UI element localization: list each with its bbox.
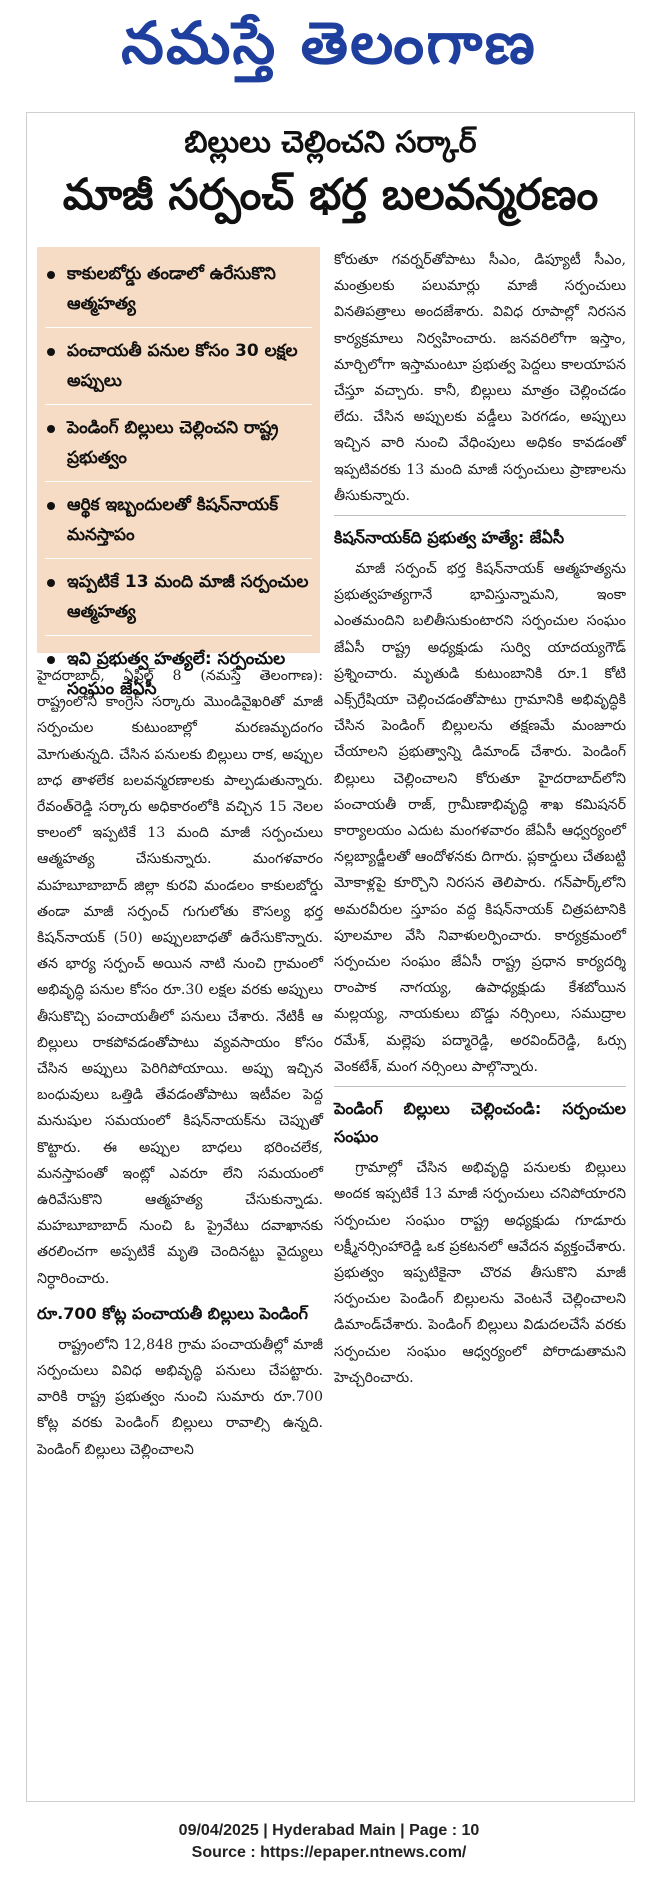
divider (45, 481, 312, 482)
body-paragraph: కోరుతూ గవర్నర్‌తోపాటు సీఎం, డిప్యూటీ సీఎం, మంత్రులకు పలుమార్లు మాజీ సర్పంచులు వినతిపత్రాలు అందజేశారు. వివిధ రూపాల్లో నిరసన కార్యక్రమాలు నిర్వహించారు. జనవరిలోగా ఇస్తాం, మార్చిలోగా ఇస్తామంటూ ప్రభుత్వ పెద్దలు కాలయాపన చేస్తూ వచ్చారు. కానీ, బిల్లులు మాత్రం చెల్లించడం లేదు. చేసిన అప్పులకు వడ్డీలు పెరగడం, అప్పులు ఇచ్చిన వారి నుంచి వేధింపులు అధికం కావడంతో ఇప్పటివరకు 13 మంది మాజీ సర్పంచులు ప్రాణాలను తీసుకున్నారు. (334, 252, 626, 504)
article-headline: మాజీ సర్పంచ్ భర్త బలవన్మరణం (62, 170, 599, 220)
highlight-item: ఆర్థిక ఇబ్బందులతో కిషన్‌నాయక్ మనస్తాపం (45, 490, 312, 550)
page-footer (0, 1820, 658, 1864)
subheading: రూ.700 కోట్ల పంచాయతీ బిల్లులు పెండింగ్ (37, 1303, 308, 1323)
bullet-icon (47, 348, 55, 356)
body-paragraph: మాజీ సర్పంచ్ భర్త కిషన్‌నాయక్ ఆత్మహత్యను ప్రభుత్వహత్యగానే భావిస్తున్నామని, ఇంకా ఎంతమందిని బలితీసుకుంటారని సర్పంచుల సంఘం జేఏసీ రాష్ట్ర అధ్యక్షుడు సుర్వి యాదయ్యగౌడ్ ప్రశ్నించారు. మృతుడి కుటుంబానికి రూ.1 కోటి ఎక్స్‌గ్రేషియా చెల్లించడంతోపాటు గ్రామానికి అభివృద్ధికి చేసిన పెండింగ్ బిల్లులను తక్షణమే మంజూరు చేయాలని ప్రభుత్వాన్ని డిమాండ్ చేశారు. పెండింగ్ బిల్లులు చెల్లించాలని కోరుతూ హైదరాబాద్‌లోని పంచాయతీ రాజ్, గ్రామీణాభివృద్ధి శాఖ కమిషనర్ కార్యాలయం ఎదుట మంగళవారం జేఏసీ ఆధ్వర్యంలో నల్లబ్యాడ్జీలతో ఆందోళనకు దిగారు. ప్లకార్డులు చేతబట్టి మోకాళ్లపై కూర్చొని నిరసన తెలిపారు. గన్‌పార్క్‌లోని అమరవీరుల స్తూపం వద్ద కిషన్‌నాయక్ చిత్రపటానికి పూలమాల వేసి నివాళులర్పించారు. కార్యక్రమంలో సర్పంచుల సంఘం జేఏసీ రాష్ట్ర ప్రధాన కార్యదర్శి రాంపాక నాగయ్య, ఉపాధ్యక్షుడు కేశబోయిన మల్లయ్య, నాయకులు బొడ్డు నర్సింలు, సముద్రాల రమేశ్, మల్లెపు పద్మారెడ్డి, అరవింద్‌రెడ్డి, ఓర్సు వెంకటేశ్, మంగ నర్సింలు పాల్గొన్నారు. (334, 561, 626, 1075)
divider (45, 635, 312, 636)
highlight-item: ఇప్పటికే 13 మంది మాజీ సర్పంచుల ఆత్మహత్య (45, 567, 312, 627)
highlights-box (37, 247, 320, 699)
article-column-left (37, 663, 323, 1467)
news-clipping (26, 112, 635, 1802)
divider (334, 515, 626, 516)
article-column-right (334, 247, 626, 1395)
divider (45, 558, 312, 559)
highlight-item: ఇవి ప్రభుత్వ హత్యలే: సర్పంచుల సంఘం జేఏసీ (45, 644, 312, 704)
body-paragraph: గ్రామాల్లో చేసిన అభివృద్ధి పనులకు బిల్లులు అందక ఇప్పటికే 13 మాజీ సర్పంచులు చనిపోయారని సర్పంచుల సంఘం రాష్ట్ర అధ్యక్షుడు గూడూరు లక్ష్మీనర్సింహారెడ్డి ఒక ప్రకటనలో ఆవేదన వ్యక్తంచేశారు. ప్రభుత్వం ఇప్పటికైనా చొరవ తీసుకొని మాజీ సర్పంచుల పెండింగ్ బిల్లులను వెంటనే చెల్లించాలని డిమాండ్‌చేశారు. పెండింగ్ బిల్లులు విడుదలచేసే వరకు సర్పంచుల సంఘం ఆధ్వర్యంలో పోరాడుతామని హెచ్చరించారు. (334, 1160, 626, 1386)
divider (45, 404, 312, 405)
highlight-item: పంచాయతీ పనుల కోసం 30 లక్షల అప్పులు (45, 336, 312, 396)
divider (45, 327, 312, 328)
edition-info: 09/04/2025 | Hyderabad Main | Page : 10 (178, 1822, 480, 1839)
subheading: పెండింగ్ బిల్లులు చెల్లించండి: సర్పంచుల సంఘం (334, 1099, 626, 1147)
body-paragraph: రాష్ట్రంలోని 12,848 గ్రామ పంచాయతీల్లో మాజీ సర్పంచులు వివిధ అభివృద్ధి పనులు చేపట్టారు. వారికి రాష్ట్ర ప్రభుత్వం నుంచి సుమారు రూ.700 కోట్ల వరకు పెండింగ్ బిల్లులు రావాల్సి ఉన్నది. పెండింగ్ బిల్లులు చెల్లించాలని (37, 1336, 323, 1458)
newspaper-logo: నమస్తే తెలంగాణ (121, 9, 537, 77)
masthead (0, 6, 658, 80)
bullet-icon (47, 579, 55, 587)
divider (334, 1086, 626, 1087)
bullet-icon (47, 425, 55, 433)
bullet-icon (47, 271, 55, 279)
bullet-icon (47, 502, 55, 510)
article-kicker: బిల్లులు చెల్లించని సర్కార్ (184, 125, 477, 160)
body-paragraph: హైదరాబాద్, ఏప్రిల్ 8 (నమస్తే తెలంగాణ): రాష్ట్రంలోని కాంగ్రెస్ సర్కారు మొండివైఖరితో మాజీ సర్పంచుల కుటుంబాల్లో మరణమృదంగం మోగుతున్నది. చేసిన పనులకు బిల్లులు రాక, అప్పుల బాధ తాళలేక బలవన్మరణాలకు పాల్పడుతున్నారు. రేవంత్‌రెడ్డి సర్కారు అధికారంలోకి వచ్చిన 15 నెలల కాలంలో ఇప్పటికే 13 మంది మాజీ సర్పంచులు ఆత్మహత్య చేసుకున్నారు. మంగళవారం మహబూబాబాద్ జిల్లా కురవి మండలం కాకులబోర్డు తండా మాజీ సర్పంచ్ గుగులోతు కౌసల్య భర్త కిషన్‌నాయక్ (50) అప్పులబాధతో ఉరేసుకొన్నారు. తన భార్య సర్పంచ్ అయిన నాటి నుంచి గ్రామంలో అభివృద్ధి పనుల కోసం రూ.30 లక్షల వరకు అప్పులు తీసుకొచ్చి పంచాయతీలో పనులు చేశారు. నేటికీ ఆ బిల్లులు రాకపోవడంతోపాటు వ్యవసాయం కోసం చేసిన అప్పులు పెరిగిపోయాయి. అప్పు ఇచ్చిన బంధువులు ఒత్తిడి తేవడంతోపాటు ఇటీవల పెద్ద మనుషుల సమయంలో కిషన్‌నాయక్‌ను చెప్పుతో కొట్టారు. ఈ అప్పుల బాధలు భరించలేక, మనస్తాపంతో ఇంట్లో ఎవరూ లేని సమయంలో ఉరివేసుకొని ఆత్మహత్య చేసుకున్నాడు. మహబూబాబాద్ నుంచి ఓ ప్రైవేటు దవాఖానకు తరలించగా అప్పటికే మృతి చెందినట్టు వైద్యులు నిర్ధారించారు. (37, 668, 323, 1287)
highlight-item: పెండింగ్ బిల్లులు చెల్లించని రాష్ట్ర ప్రభుత్వం (45, 413, 312, 473)
source-link[interactable]: Source : https://epaper.ntnews.com/ (191, 1844, 467, 1861)
subheading: కిషన్‌నాయక్‌ది ప్రభుత్వ హత్యే: జేఏసీ (334, 528, 565, 548)
highlight-item: కాకులబోర్డు తండాలో ఉరేసుకొని ఆత్మహత్య (45, 259, 312, 319)
